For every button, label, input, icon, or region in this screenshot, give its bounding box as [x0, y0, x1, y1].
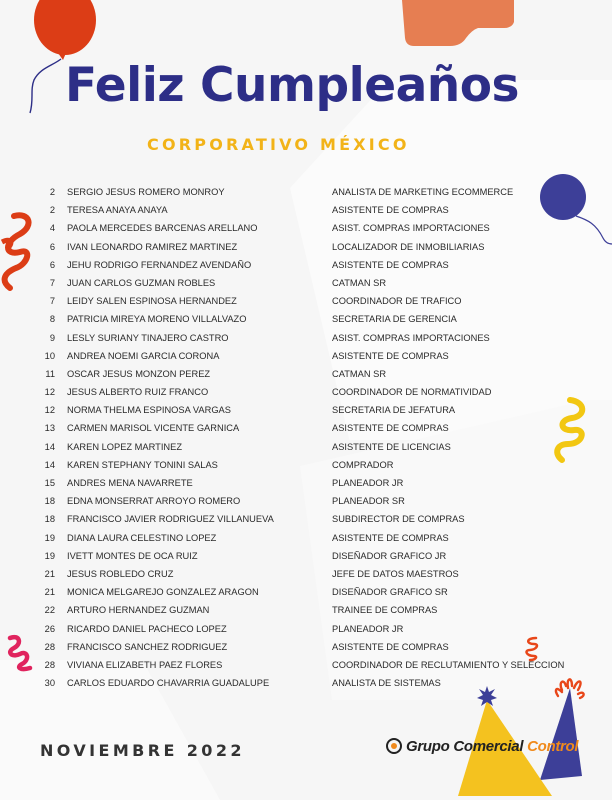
footer-month-label: NOVIEMBRE 2022	[40, 741, 245, 760]
list-item	[0, 292, 612, 310]
list-item	[0, 601, 612, 619]
employee-name: LESLY SURIANY TINAJERO CASTRO	[67, 332, 229, 343]
employee-name: KAREN STEPHANY TONINI SALAS	[67, 459, 218, 470]
employee-name: PAOLA MERCEDES BARCENAS ARELLANO	[67, 223, 258, 234]
employee-role: COMPRADOR	[332, 459, 394, 470]
list-item	[0, 547, 612, 565]
list-item	[0, 529, 612, 547]
employee-name: KAREN LOPEZ MARTINEZ	[67, 441, 183, 452]
orange-blob-decoration	[398, 0, 612, 50]
employee-name: MONICA MELGAREJO GONZALEZ ARAGON	[67, 587, 259, 598]
birthday-day: 4	[49, 223, 55, 234]
birthday-day: 9	[49, 332, 55, 343]
employee-name: ANDREA NOEMI GARCIA CORONA	[67, 350, 220, 361]
employee-role: PLANEADOR SR	[332, 496, 405, 507]
list-item	[0, 347, 612, 365]
employee-role: ASIST. COMPRAS IMPORTACIONES	[332, 332, 490, 343]
employee-role: PLANEADOR JR	[332, 623, 404, 634]
employee-name: JESUS ROBLEDO CRUZ	[67, 568, 174, 579]
birthday-day: 10	[44, 350, 55, 361]
employee-name: TERESA ANAYA ANAYA	[67, 205, 168, 216]
employee-name: DIANA LAURA CELESTINO LOPEZ	[67, 532, 217, 543]
small-red-streamer-icon	[522, 636, 542, 662]
employee-name: PATRICIA MIREYA MORENO VILLALVAZO	[67, 314, 247, 325]
employee-name: LEIDY SALEN ESPINOSA HERNANDEZ	[67, 296, 237, 307]
birthday-day: 6	[49, 259, 55, 270]
employee-name: ANDRES MENA NAVARRETE	[67, 478, 193, 488]
birthday-day: 21	[44, 568, 55, 579]
list-item	[0, 183, 612, 201]
birthday-day: 8	[49, 314, 55, 325]
employee-role: JEFE DE DATOS MAESTROS	[332, 568, 459, 579]
list-item	[0, 219, 612, 237]
page-subtitle: CORPORATIVO MÉXICO	[147, 135, 410, 154]
employee-role: SECRETARIA DE GERENCIA	[332, 314, 457, 325]
employee-role: ASISTENTE DE LICENCIAS	[332, 441, 451, 452]
employee-name: RICARDO DANIEL PACHECO LOPEZ	[67, 623, 227, 634]
employee-name: OSCAR JESUS MONZON PEREZ	[67, 368, 211, 379]
birthday-day: 19	[44, 532, 55, 543]
birthday-day: 2	[49, 187, 55, 197]
list-item	[0, 365, 612, 383]
birthday-day: 6	[49, 241, 55, 252]
logo-text	[406, 738, 578, 755]
list-item	[0, 201, 612, 219]
employee-role: ANALISTA DE MARKETING ECOMMERCE	[332, 187, 514, 197]
logo-text-part1: Grupo Comercial	[406, 737, 528, 755]
employee-role: CATMAN SR	[332, 368, 387, 379]
employee-role: ASISTENTE DE COMPRAS	[332, 532, 449, 543]
page-title: Feliz Cumpleaños	[65, 58, 520, 113]
birthday-day: 28	[44, 641, 55, 652]
employee-name: SERGIO JESUS ROMERO MONROY	[67, 187, 225, 197]
employee-role: ASIST. COMPRAS IMPORTACIONES	[332, 223, 490, 234]
birthday-day: 12	[44, 387, 55, 398]
list-item	[0, 620, 612, 638]
employee-role: SECRETARIA DE JEFATURA	[332, 405, 456, 416]
list-item	[0, 256, 612, 274]
employee-role: CATMAN SR	[332, 277, 387, 288]
employee-name: ARTURO HERNANDEZ GUZMAN	[67, 605, 210, 616]
employee-name: JUAN CARLOS GUZMAN ROBLES	[67, 277, 216, 288]
birthday-day: 28	[44, 659, 55, 670]
employee-role: ASISTENTE DE COMPRAS	[332, 259, 449, 270]
list-item	[0, 492, 612, 510]
employee-role: ASISTENTE DE COMPRAS	[332, 641, 449, 652]
birthday-day: 15	[44, 478, 55, 488]
employee-role: PLANEADOR JR	[332, 478, 404, 488]
birthday-day: 14	[44, 441, 55, 452]
list-item	[0, 656, 612, 674]
list-item	[0, 638, 612, 656]
employee-role: COORDINADOR DE TRAFICO	[332, 296, 462, 307]
birthday-list	[0, 183, 612, 692]
list-item	[0, 583, 612, 601]
employee-role: TRAINEE DE COMPRAS	[332, 605, 438, 616]
birthday-day: 21	[44, 587, 55, 598]
employee-role: ASISTENTE DE COMPRAS	[332, 350, 449, 361]
birthday-day: 19	[44, 550, 55, 561]
company-logo	[386, 735, 578, 757]
employee-name: NORMA THELMA ESPINOSA VARGAS	[67, 405, 231, 416]
birthday-day: 7	[49, 277, 55, 288]
birthday-day: 22	[44, 605, 55, 616]
employee-name: FRANCISCO JAVIER RODRIGUEZ VILLANUEVA	[67, 514, 274, 525]
list-item	[0, 456, 612, 474]
birthday-day: 11	[45, 368, 55, 379]
birthday-day: 18	[44, 496, 55, 507]
employee-role: DISEÑADOR GRAFICO JR	[332, 550, 447, 561]
list-item	[0, 401, 612, 419]
employee-role: ASISTENTE DE COMPRAS	[332, 423, 449, 434]
list-item	[0, 438, 612, 456]
employee-name: JEHU RODRIGO FERNANDEZ AVENDAÑO	[67, 259, 252, 270]
employee-name: FRANCISCO SANCHEZ RODRIGUEZ	[67, 641, 228, 652]
birthday-day: 7	[49, 296, 55, 307]
logo-text-part2: Control	[527, 737, 579, 755]
list-item	[0, 474, 612, 492]
birthday-day: 14	[44, 459, 55, 470]
birthday-day: 2	[49, 205, 55, 216]
list-item	[0, 238, 612, 256]
list-item	[0, 419, 612, 437]
employee-name: JESUS ALBERTO RUIZ FRANCO	[67, 387, 209, 398]
list-item	[0, 383, 612, 401]
employee-name: IVAN LEONARDO RAMIREZ MARTINEZ	[67, 241, 238, 252]
list-item	[0, 274, 612, 292]
employee-role: LOCALIZADOR DE INMOBILIARIAS	[332, 241, 485, 252]
employee-role: ANALISTA DE SISTEMAS	[332, 678, 441, 689]
logo-mark-icon	[386, 738, 402, 754]
birthday-day: 30	[44, 678, 55, 689]
birthday-day: 12	[44, 405, 55, 416]
employee-name: VIVIANA ELIZABETH PAEZ FLORES	[67, 659, 223, 670]
employee-role: COORDINADOR DE RECLUTAMIENTO Y SELECCION	[332, 659, 565, 670]
birthday-day: 18	[44, 514, 55, 525]
employee-role: SUBDIRECTOR DE COMPRAS	[332, 514, 465, 525]
employee-name: CARMEN MARISOL VICENTE GARNICA	[67, 423, 240, 434]
list-item	[0, 329, 612, 347]
employee-name: IVETT MONTES DE OCA RUIZ	[67, 550, 198, 561]
employee-role: DISEÑADOR GRAFICO SR	[332, 587, 448, 598]
list-item	[0, 565, 612, 583]
employee-name: EDNA MONSERRAT ARROYO ROMERO	[67, 496, 241, 507]
birthday-day: 26	[44, 623, 55, 634]
list-item	[0, 510, 612, 528]
employee-name: CARLOS EDUARDO CHAVARRIA GUADALUPE	[67, 678, 270, 689]
list-item	[0, 310, 612, 328]
employee-role: ASISTENTE DE COMPRAS	[332, 205, 449, 216]
birthday-day: 13	[44, 423, 55, 434]
employee-role: COORDINADOR DE NORMATIVIDAD	[332, 387, 492, 398]
